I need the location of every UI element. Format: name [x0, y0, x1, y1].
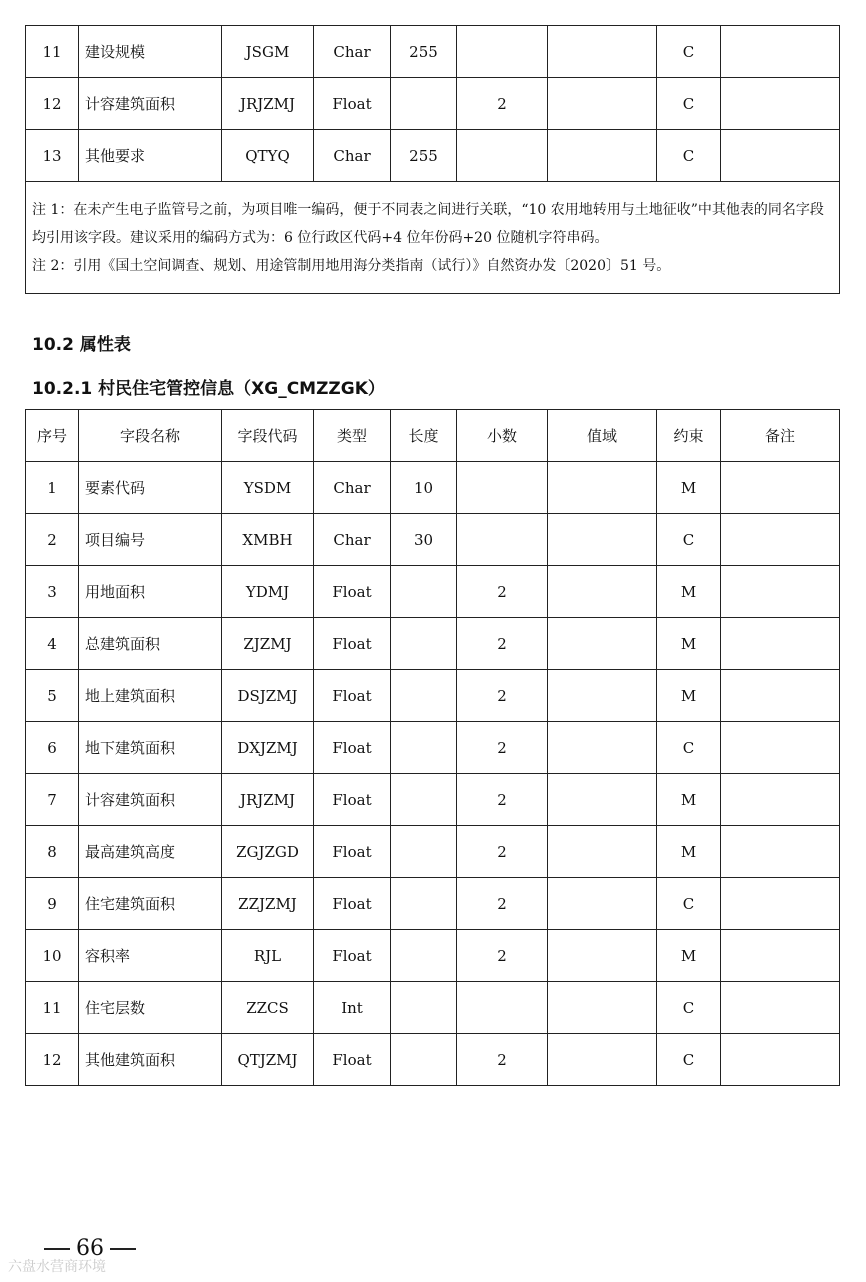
- cell-decimal: 2: [457, 670, 548, 722]
- cell-name: 地上建筑面积: [79, 670, 222, 722]
- cell-name: 地下建筑面积: [79, 722, 222, 774]
- cell-name: 计容建筑面积: [79, 774, 222, 826]
- cell-name: 建设规模: [79, 26, 222, 78]
- cell-code: JSGM: [222, 26, 314, 78]
- cell-name: 住宅建筑面积: [79, 878, 222, 930]
- cell-constraint: M: [657, 930, 721, 982]
- continued-field-table: [25, 25, 840, 294]
- table-row: [26, 826, 840, 878]
- cell-constraint: C: [657, 130, 721, 182]
- cell-code: QTJZMJ: [222, 1034, 314, 1086]
- cell-type: Char: [314, 514, 391, 566]
- column-header: 序号: [26, 410, 79, 462]
- watermark: 六盘水营商环境: [8, 1259, 106, 1275]
- table-row: [26, 26, 840, 78]
- cell-decimal: [457, 514, 548, 566]
- cell-decimal: 2: [457, 826, 548, 878]
- notes-row: [26, 182, 840, 294]
- table-row: [26, 722, 840, 774]
- cell-code: QTYQ: [222, 130, 314, 182]
- table-row: [26, 930, 840, 982]
- cell-no: 3: [26, 566, 79, 618]
- cell-domain: [548, 722, 657, 774]
- cell-domain: [548, 878, 657, 930]
- cell-decimal: 2: [457, 878, 548, 930]
- cell-length: 255: [391, 26, 457, 78]
- cell-name: 容积率: [79, 930, 222, 982]
- table-row: [26, 514, 840, 566]
- cell-type: Char: [314, 462, 391, 514]
- cell-no: 2: [26, 514, 79, 566]
- cell-domain: [548, 774, 657, 826]
- cell-remark: [721, 78, 840, 130]
- cell-decimal: [457, 982, 548, 1034]
- column-header: 字段名称: [79, 410, 222, 462]
- cell-length: [391, 826, 457, 878]
- cell-domain: [548, 78, 657, 130]
- cell-type: Float: [314, 722, 391, 774]
- cell-no: 13: [26, 130, 79, 182]
- cell-length: [391, 566, 457, 618]
- table-row: [26, 1034, 840, 1086]
- cell-domain: [548, 670, 657, 722]
- table-row: [26, 670, 840, 722]
- table-row: [26, 130, 840, 182]
- column-header: 值域: [548, 410, 657, 462]
- cell-domain: [548, 826, 657, 878]
- column-header: 字段代码: [222, 410, 314, 462]
- cell-code: ZZJZMJ: [222, 878, 314, 930]
- cell-code: YDMJ: [222, 566, 314, 618]
- cell-no: 4: [26, 618, 79, 670]
- cell-code: ZGJZGD: [222, 826, 314, 878]
- cell-type: Float: [314, 618, 391, 670]
- note-text: 注 2：引用《国土空间调查、规划、用途管制用地用海分类指南（试行）》自然资办发〔2020〕51 号。: [32, 257, 671, 274]
- cell-length: [391, 982, 457, 1034]
- cell-remark: [721, 774, 840, 826]
- cell-constraint: C: [657, 982, 721, 1034]
- cell-constraint: M: [657, 670, 721, 722]
- cell-code: JRJZMJ: [222, 78, 314, 130]
- cell-domain: [548, 514, 657, 566]
- cell-no: 9: [26, 878, 79, 930]
- cell-remark: [721, 826, 840, 878]
- cell-decimal: 2: [457, 566, 548, 618]
- column-header: 约束: [657, 410, 721, 462]
- cell-decimal: 2: [457, 774, 548, 826]
- cell-no: 8: [26, 826, 79, 878]
- cell-name: 项目编号: [79, 514, 222, 566]
- section-heading: 10.2 属性表: [32, 335, 131, 355]
- cell-decimal: [457, 462, 548, 514]
- cell-decimal: 2: [457, 78, 548, 130]
- table-row: [26, 566, 840, 618]
- cell-length: [391, 1034, 457, 1086]
- cell-constraint: C: [657, 514, 721, 566]
- note-text: 注 1：在未产生电子监管号之前，为项目唯一编码，便于不同表之间进行关联，“10 农用地转用与土地征收”中其他表的同名字段均引用该字段。建议采用的编码方式为：6 位行政区代码+4 位年份码+20 位随机字符串码。: [32, 201, 824, 246]
- cell-type: Char: [314, 26, 391, 78]
- cell-remark: [721, 618, 840, 670]
- cell-constraint: M: [657, 462, 721, 514]
- cell-length: [391, 722, 457, 774]
- cell-domain: [548, 462, 657, 514]
- cell-length: [391, 670, 457, 722]
- cell-name: 最高建筑高度: [79, 826, 222, 878]
- subsection-heading: 10.2.1 村民住宅管控信息（XG_CMZZGK）: [32, 379, 385, 399]
- cell-code: XMBH: [222, 514, 314, 566]
- table-row: [26, 982, 840, 1034]
- cell-code: YSDM: [222, 462, 314, 514]
- column-header: 备注: [721, 410, 840, 462]
- cell-decimal: 2: [457, 1034, 548, 1086]
- cell-remark: [721, 982, 840, 1034]
- cell-length: [391, 878, 457, 930]
- cell-name: 计容建筑面积: [79, 78, 222, 130]
- cell-no: 10: [26, 930, 79, 982]
- cell-type: Float: [314, 670, 391, 722]
- cell-no: 12: [26, 78, 79, 130]
- cell-code: DSJZMJ: [222, 670, 314, 722]
- column-header: 类型: [314, 410, 391, 462]
- attribute-table: [25, 409, 840, 1086]
- cell-no: 6: [26, 722, 79, 774]
- cell-remark: [721, 462, 840, 514]
- cell-name: 住宅层数: [79, 982, 222, 1034]
- cell-type: Int: [314, 982, 391, 1034]
- cell-type: Float: [314, 826, 391, 878]
- cell-constraint: M: [657, 774, 721, 826]
- cell-code: JRJZMJ: [222, 774, 314, 826]
- cell-no: 7: [26, 774, 79, 826]
- cell-name: 其他建筑面积: [79, 1034, 222, 1086]
- cell-remark: [721, 878, 840, 930]
- cell-constraint: C: [657, 1034, 721, 1086]
- cell-type: Float: [314, 566, 391, 618]
- cell-no: 12: [26, 1034, 79, 1086]
- cell-constraint: M: [657, 826, 721, 878]
- cell-length: [391, 774, 457, 826]
- cell-code: RJL: [222, 930, 314, 982]
- table-row: [26, 878, 840, 930]
- cell-length: [391, 618, 457, 670]
- table-row: [26, 774, 840, 826]
- cell-domain: [548, 930, 657, 982]
- cell-constraint: C: [657, 26, 721, 78]
- column-header: 长度: [391, 410, 457, 462]
- table-row: [26, 78, 840, 130]
- cell-type: Char: [314, 130, 391, 182]
- cell-decimal: 2: [457, 930, 548, 982]
- cell-type: Float: [314, 1034, 391, 1086]
- cell-domain: [548, 566, 657, 618]
- cell-length: 255: [391, 130, 457, 182]
- cell-remark: [721, 930, 840, 982]
- cell-domain: [548, 130, 657, 182]
- cell-type: Float: [314, 78, 391, 130]
- cell-name: 总建筑面积: [79, 618, 222, 670]
- cell-domain: [548, 618, 657, 670]
- notes-cell: [26, 182, 840, 294]
- cell-no: 1: [26, 462, 79, 514]
- cell-decimal: 2: [457, 618, 548, 670]
- cell-decimal: [457, 130, 548, 182]
- cell-name: 其他要求: [79, 130, 222, 182]
- cell-type: Float: [314, 878, 391, 930]
- cell-remark: [721, 130, 840, 182]
- cell-length: 10: [391, 462, 457, 514]
- cell-constraint: C: [657, 722, 721, 774]
- cell-no: 5: [26, 670, 79, 722]
- cell-code: ZJZMJ: [222, 618, 314, 670]
- cell-constraint: C: [657, 878, 721, 930]
- cell-remark: [721, 26, 840, 78]
- table-row: [26, 618, 840, 670]
- cell-length: 30: [391, 514, 457, 566]
- column-header: 小数: [457, 410, 548, 462]
- cell-remark: [721, 566, 840, 618]
- header-row: [26, 410, 840, 462]
- cell-name: 要素代码: [79, 462, 222, 514]
- cell-length: [391, 78, 457, 130]
- cell-code: DXJZMJ: [222, 722, 314, 774]
- cell-code: ZZCS: [222, 982, 314, 1034]
- cell-decimal: [457, 26, 548, 78]
- cell-length: [391, 930, 457, 982]
- cell-remark: [721, 722, 840, 774]
- cell-constraint: C: [657, 78, 721, 130]
- table-row: [26, 462, 840, 514]
- cell-remark: [721, 670, 840, 722]
- cell-remark: [721, 514, 840, 566]
- cell-remark: [721, 1034, 840, 1086]
- cell-constraint: M: [657, 566, 721, 618]
- cell-type: Float: [314, 774, 391, 826]
- page-number-text: 66: [76, 1236, 104, 1261]
- cell-no: 11: [26, 26, 79, 78]
- cell-constraint: M: [657, 618, 721, 670]
- cell-type: Float: [314, 930, 391, 982]
- cell-domain: [548, 26, 657, 78]
- cell-no: 11: [26, 982, 79, 1034]
- cell-name: 用地面积: [79, 566, 222, 618]
- cell-decimal: 2: [457, 722, 548, 774]
- cell-domain: [548, 1034, 657, 1086]
- cell-domain: [548, 982, 657, 1034]
